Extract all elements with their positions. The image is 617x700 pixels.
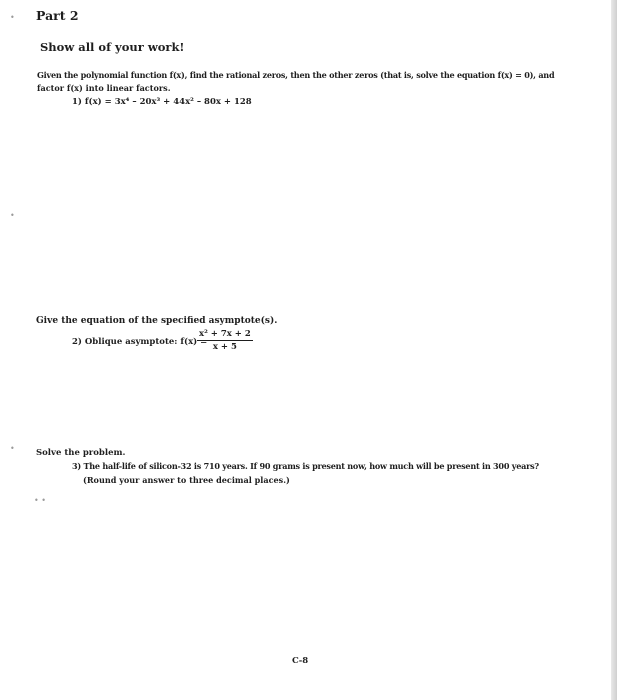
section1-directions-line2: factor f(x) into linear factors. [37,83,171,93]
problem-2-label: 2) Oblique asymptote: f(x) = [72,337,208,347]
section3-directions: Solve the problem. [36,448,126,458]
margin-dot: • [10,13,15,22]
problem-3-line1: 3) The half-life of silicon-32 is 710 years. If 90 grams is present now, how much will be present in 300 years? [72,461,539,471]
problem-3-line2: (Round your answer to three decimal places.) [83,475,290,485]
problem-1: 1) f(x) = 3x⁴ – 20x³ + 44x² – 80x + 128 [72,97,252,107]
section2-directions: Give the equation of the specified asymptote(s). [36,316,278,326]
fraction-denominator: x + 5 [212,342,237,352]
margin-dot: • [10,211,15,220]
instruction: Show all of your work! [40,40,185,54]
page-number: C-8 [292,656,309,666]
section1-directions-line1: Given the polynomial function f(x), find the rational zeros, then the other zeros (that is, solve the equation f(x) = 0), and [37,70,555,80]
margin-dot: • [10,444,15,453]
fraction-numerator: x² + 7x + 2 [199,329,251,339]
rational-function-fraction [197,329,253,352]
page-edge-shadow [611,0,617,700]
part-title: Part 2 [36,8,79,23]
margin-dot: • • [34,496,46,505]
